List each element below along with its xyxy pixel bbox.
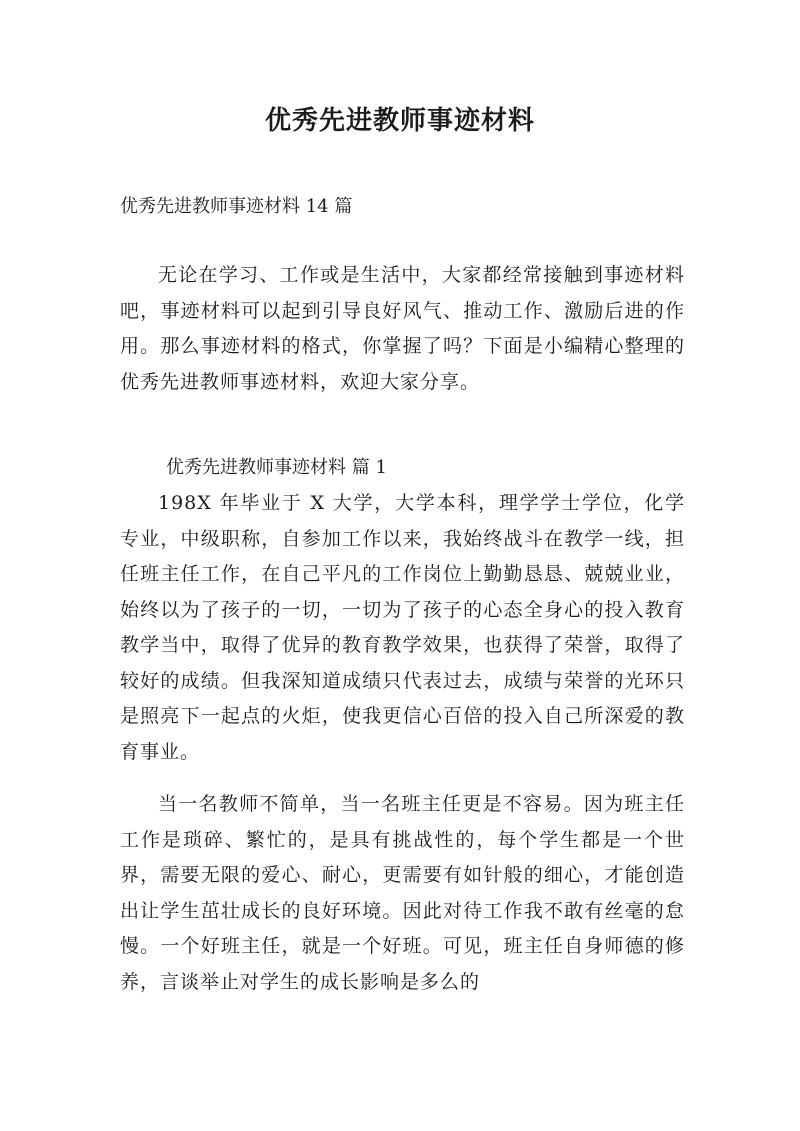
document-subtitle: 优秀先进教师事迹材料 14 篇 xyxy=(120,196,353,217)
document-title: 优秀先进教师事迹材料 xyxy=(264,106,535,136)
section-heading: 优秀先进教师事迹材料 篇 1 xyxy=(166,457,387,478)
body-paragraph: 当一名教师不简单，当一名班主任更是不容易。因为班主任工作是琐碎、繁忙的，是具有挑战性的，每个学生都是一个世界，需要无限的爱心、耐心，更需要有如针般的细心，才能创造出让学生茁壮成长的良好环境。因此对待工作我不敢有丝毫的怠慢。一个好班主任，就是一个好班。可见，班主任自身师德的修养，言谈举止对学生的成长影响是多么的 xyxy=(120,793,685,993)
body-paragraph: 198X 年毕业于 X 大学，大学本科，理学学士学位，化学专业，中级职称，自参加工作以来，我始终战斗在教学一线，担任班主任工作，在自己平凡的工作岗位上勤勤恳恳、兢兢业业，始终以为了孩子的一切，一切为了孩子的心态全身心的投入教育教学当中，取得了优异的教育教学效果，也获得了荣誉，取得了较好的成绩。但我深知道成绩只代表过去，成绩与荣誉的光环只是照亮下一起点的火炬，使我更信心百倍的投入自己所深爱的教育事业。 xyxy=(120,492,685,763)
intro-paragraph: 无论在学习、工作或是生活中，大家都经常接触到事迹材料吧，事迹材料可以起到引导良好风气、推动工作、激励后进的作用。那么事迹材料的格式，你掌握了吗？下面是小编精心整理的优秀先进教师事迹材料，欢迎大家分享。 xyxy=(120,264,685,393)
